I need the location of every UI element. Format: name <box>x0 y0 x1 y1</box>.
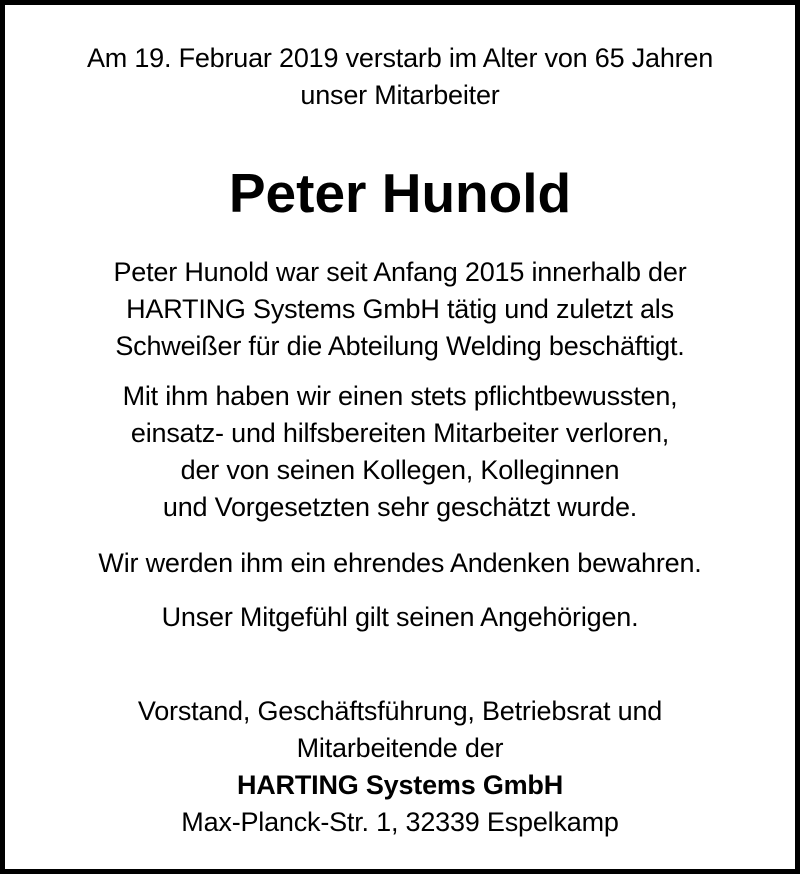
para1-line-2: HARTING Systems GmbH tätig und zuletzt als <box>126 294 674 324</box>
intro-line-1: Am 19. Februar 2019 verstarb im Alter von 65 Jahren <box>86 43 714 73</box>
para1-line-3: Schweißer für die Abteilung Welding beschäftigt. <box>115 331 685 361</box>
intro-line-2: unser Mitarbeiter <box>300 80 500 110</box>
para2-line-2: einsatz- und hilfsbereiten Mitarbeiter verloren, <box>130 418 670 448</box>
signature-line-1: Vorstand, Geschäftsführung, Betriebsrat und <box>137 696 663 726</box>
para2-line-1: Mit ihm haben wir einen stets pflichtbewussten, <box>122 381 678 411</box>
signature-company: HARTING Systems GmbH <box>236 770 564 800</box>
deceased-name: Peter Hunold <box>228 162 572 224</box>
para1-line-1: Peter Hunold war seit Anfang 2015 innerhalb der <box>113 257 687 287</box>
para2-line-4: und Vorgesetzten sehr geschätzt wurde. <box>162 492 638 522</box>
para3: Wir werden ihm ein ehrendes Andenken bewahren. <box>98 548 702 578</box>
para4: Unser Mitgefühl gilt seinen Angehörigen. <box>161 602 639 632</box>
para2-line-3: der von seinen Kollegen, Kolleginnen <box>180 455 620 485</box>
signature-address: Max-Planck-Str. 1, 32339 Espelkamp <box>181 807 619 837</box>
signature-line-2: Mitarbeitende der <box>296 733 504 763</box>
